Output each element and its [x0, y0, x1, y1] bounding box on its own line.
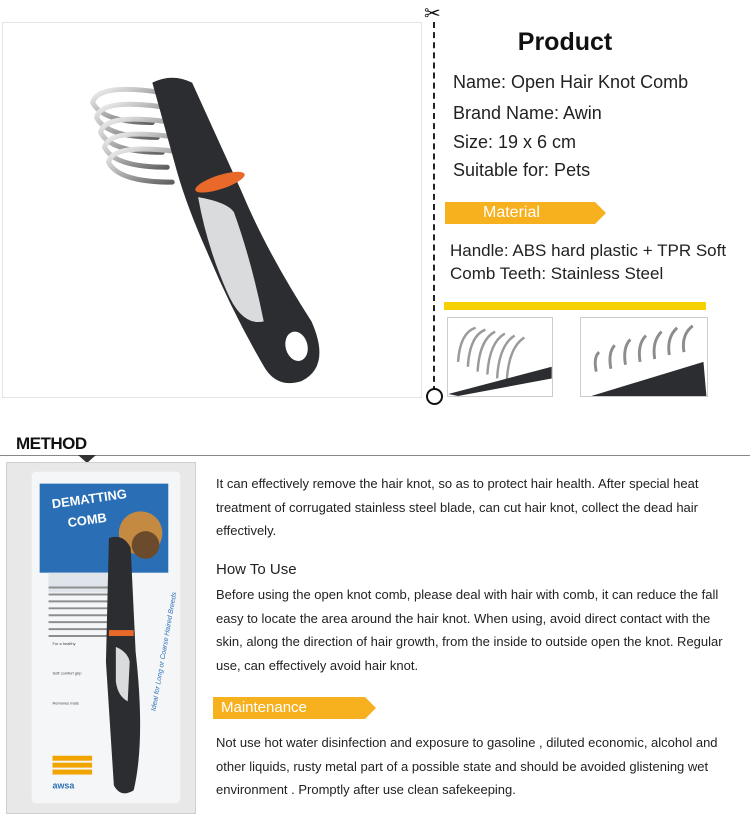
scissors-icon: ✂: [424, 3, 441, 25]
pack-brand-line1: DEMATTING: [50, 485, 128, 512]
maintenance-label-arrow: [365, 697, 376, 719]
spec-brand: Brand Name: Awin: [453, 103, 602, 123]
material-label-arrow: [595, 202, 606, 224]
howto-text: Before using the open knot comb, please deal with hair with comb, it can reduce the fall easy to locate the area around the hair knot. When using, avoid direct contact with the skin, along the direction of hair growth, from the inside to outside open the knot. Regular use, can effectively avoid hair knot.: [216, 587, 723, 673]
pack-feature-3: Removes mats: [52, 700, 79, 706]
pack-feature-2: Soft comfort grip: [52, 670, 82, 676]
material-teeth: Comb Teeth: Stainless Steel: [450, 264, 664, 283]
material-label: Material: [445, 202, 595, 224]
material-handle: Handle: ABS hard plastic + TPR Soft: [450, 241, 727, 260]
maintenance-label: Maintenance: [213, 697, 365, 719]
spec-size: Size: 19 x 6 cm: [453, 132, 577, 152]
method-rule: [0, 455, 750, 456]
spec-name: Name: Open Hair Knot Comb: [453, 72, 689, 92]
detail-photo-teeth-front: [580, 317, 708, 397]
pack-side-text: Ideal for Long or Coarse Haired Breeds: [150, 591, 179, 712]
packaging-photo: [6, 462, 196, 814]
pack-brand-line2: COMB: [66, 509, 108, 531]
spec-suitable: Suitable for: Pets: [453, 160, 591, 180]
howto-title: How To Use: [216, 561, 297, 578]
pack-logo: awsa: [52, 780, 75, 791]
method-intro: It can effectively remove the hair knot, so as to protect hair health. After special heat treatment of corrugated stainless steel blade, can cut hair knot, collect the dead hair effectively.: [216, 476, 699, 538]
product-photo: [2, 22, 422, 398]
method-title: METHOD: [16, 434, 87, 453]
yellow-divider-bar: [444, 302, 706, 310]
product-title: Product: [517, 28, 613, 56]
detail-photo-teeth-side: [447, 317, 553, 397]
dashed-divider: [433, 22, 435, 392]
pack-feature-1: For a healthy: [52, 640, 76, 646]
circle-end-icon: [426, 388, 443, 405]
maintenance-text: Not use hot water disinfection and exposure to gasoline , diluted economic, alcohol and other liquids, rusty metal part of a possible state and should be avoided glistening wet environment . Promptly after use clean safekeeping.: [216, 735, 718, 797]
comb-illustration: [3, 23, 421, 397]
